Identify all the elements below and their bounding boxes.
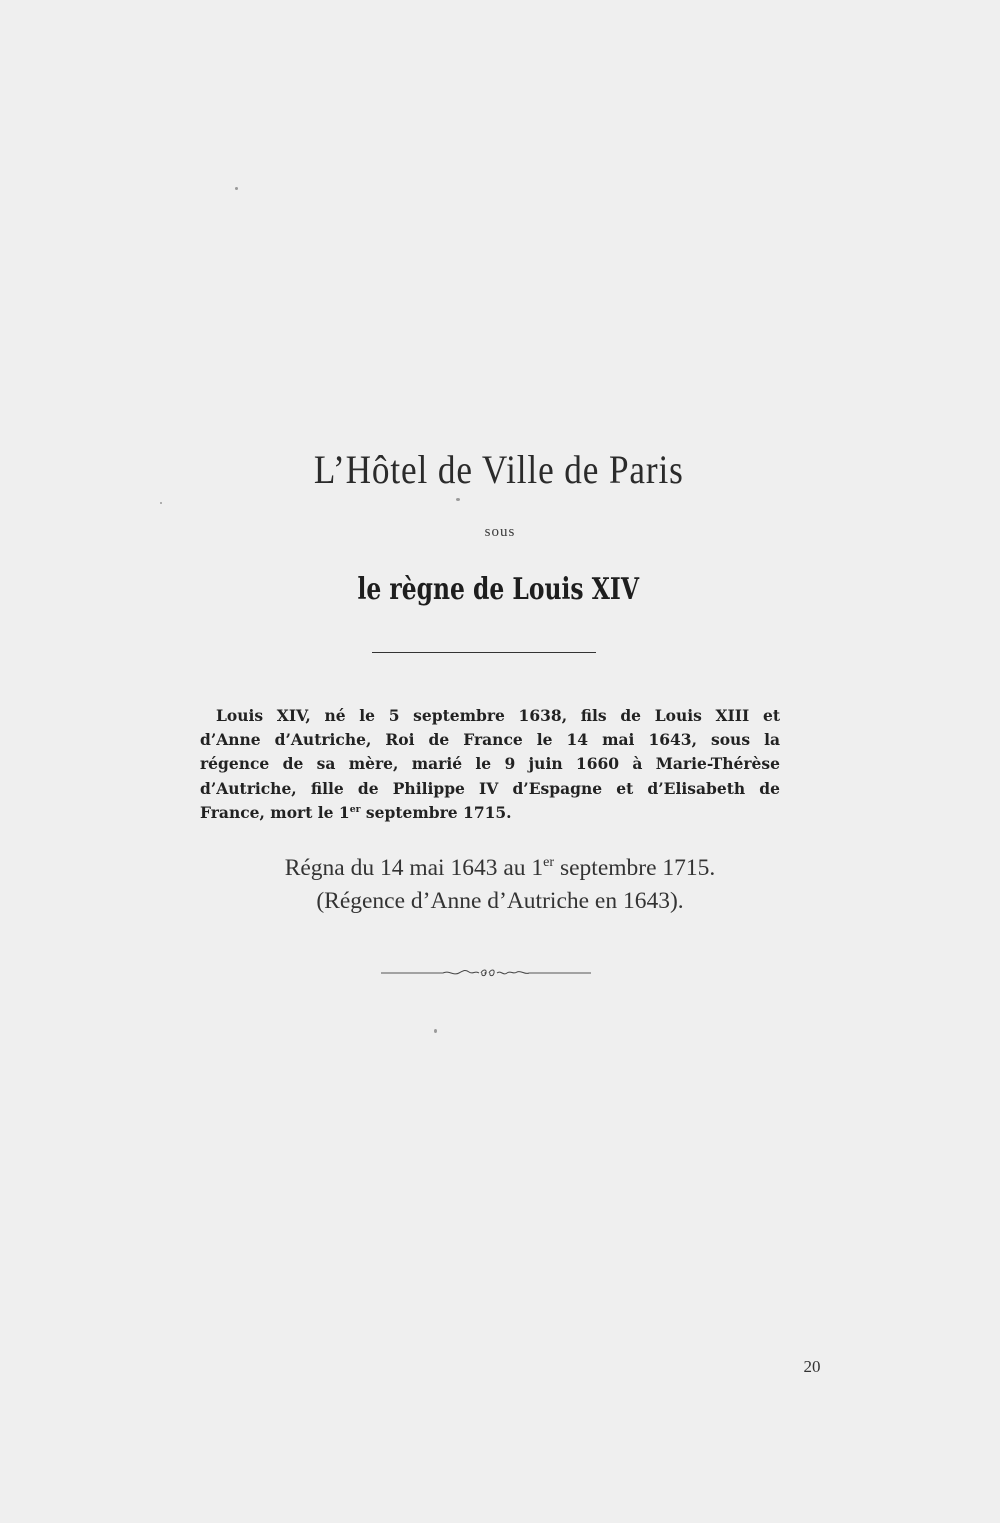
ordinal-superscript: er	[543, 853, 555, 870]
page-number: 20	[803, 1357, 821, 1376]
paragraph-text: France, mort le 1	[200, 802, 350, 822]
biography-paragraph	[200, 704, 780, 825]
paragraph-line: d’Autriche, fille de Philippe IV d’Espagne et d’Elisabeth de	[200, 778, 780, 798]
reign-text: Régna du 14 mai 1643 au 1	[284, 855, 544, 881]
paragraph-line	[200, 801, 780, 825]
ornamental-divider-icon	[381, 964, 591, 980]
title-connector: sous	[484, 524, 516, 540]
paper-speck	[456, 498, 460, 501]
page-title: L’Hôtel de Ville de Paris	[313, 447, 684, 492]
reign-line	[0, 852, 1000, 885]
paragraph-line: Louis XIV, né le 5 septembre 1638, fils de Louis XIII et	[216, 706, 780, 725]
paper-speck	[434, 1029, 437, 1033]
page-subtitle: le règne de Louis XIV	[357, 572, 639, 607]
reign-statement	[0, 852, 1000, 918]
paragraph-text: septembre 1715.	[360, 802, 512, 822]
paragraph-line: régence de sa mère, marié le 9 juin 1660 à Marie-Thérèse	[200, 754, 780, 774]
paragraph-line: d’Anne d’Autriche, Roi de France le 14 mai 1643, sous la	[200, 730, 780, 750]
ordinal-superscript: er	[349, 803, 361, 815]
title-rule-divider	[372, 652, 596, 653]
reign-text: septembre 1715.	[554, 855, 716, 881]
regency-line: (Régence d’Anne d’Autriche en 1643).	[316, 888, 684, 914]
paper-speck	[235, 187, 238, 190]
paper-speck	[160, 502, 162, 504]
